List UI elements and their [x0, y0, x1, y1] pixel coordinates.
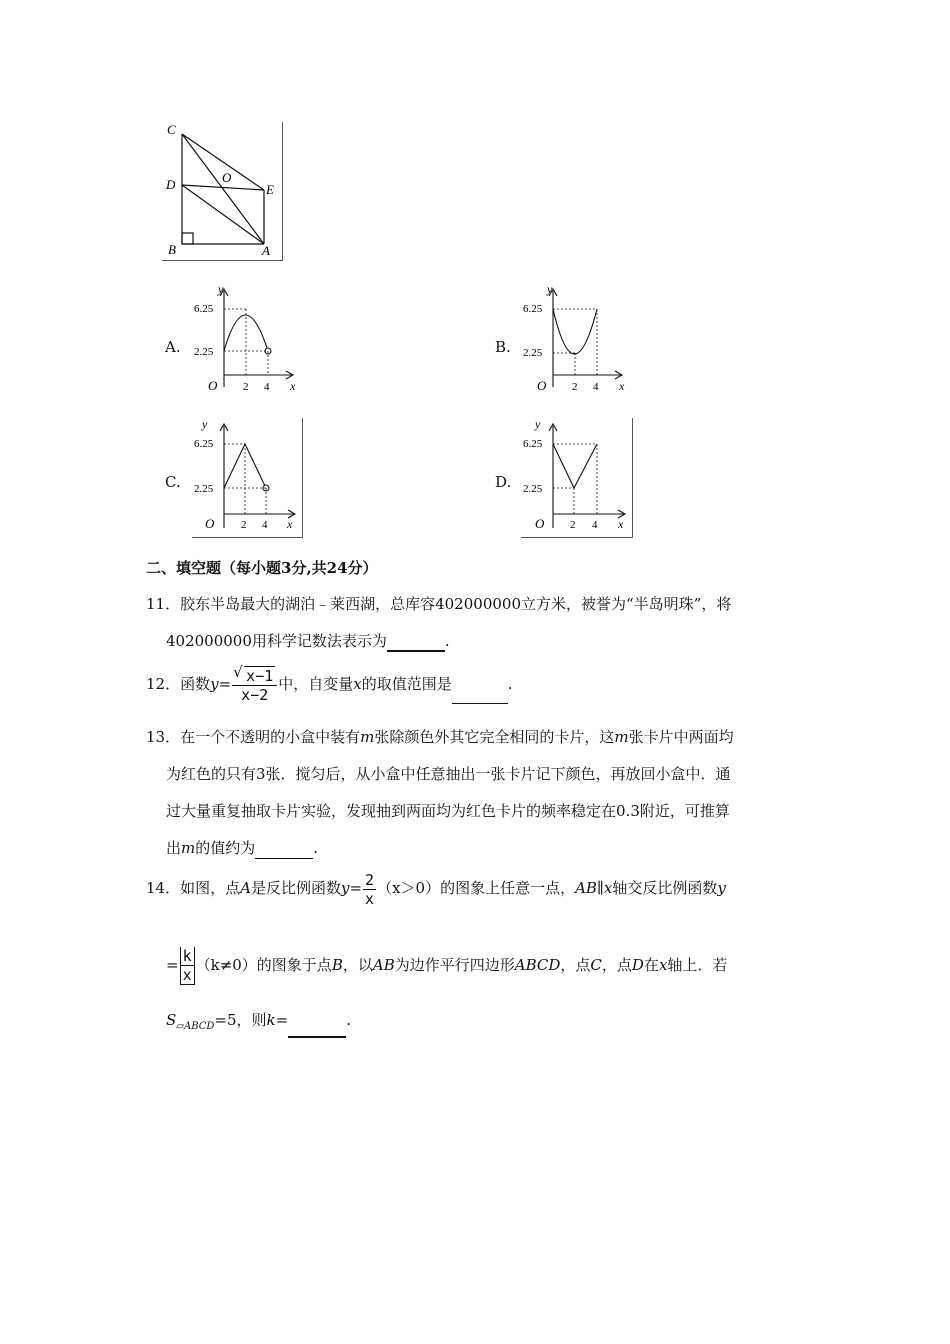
q14-point-b: B: [331, 956, 343, 974]
q13-number: 13．: [146, 728, 181, 746]
geometry-figure: [162, 122, 283, 261]
q14-s: S: [166, 1011, 177, 1029]
q12-pre: 函数: [180, 675, 211, 693]
origin-label: O: [208, 378, 218, 393]
q14-fraction1: [363, 871, 376, 908]
q14-eq: =: [349, 879, 363, 897]
q11-line1: [146, 593, 731, 615]
q14-cond1: （x＞0）的图象上任意一点，: [377, 879, 576, 897]
q14-k: k: [266, 1011, 276, 1029]
tick-4: 4: [262, 519, 268, 531]
tick-2: 2: [572, 381, 578, 393]
tick-2: 2: [243, 381, 249, 393]
option-d-frame: [521, 418, 633, 538]
q13-m2: m: [614, 728, 629, 746]
q14-text2c: ，点: [560, 956, 591, 974]
q13-m: m: [360, 728, 375, 746]
q14-text2f: 轴上．若: [667, 956, 728, 974]
q14-point-a: A: [240, 879, 251, 897]
q14-line1: [146, 868, 726, 908]
q14-cond2: （k≠0）的图象于点: [195, 956, 332, 974]
q14-x2: x: [658, 956, 668, 974]
q14-eq2: =: [166, 956, 179, 974]
q14-end: .: [346, 1011, 351, 1029]
q14-text3b: =: [275, 1011, 289, 1029]
x-axis-label: x: [619, 379, 625, 393]
tick-4: 4: [592, 519, 598, 531]
q14-number: 14．: [146, 879, 181, 897]
q12-end: .: [507, 675, 513, 693]
q13-text1b: 张除颜色外其它完全相同的卡片，这: [374, 728, 615, 746]
tick-2-25: 2.25: [523, 347, 543, 359]
q13-m3: m: [181, 839, 196, 857]
q11-line2: [166, 630, 450, 652]
q14-ab: AB: [575, 879, 597, 897]
tick-2: 2: [570, 519, 576, 531]
x-axis-label: x: [290, 379, 296, 393]
q14-text1b: 是反比例函数: [250, 879, 341, 897]
tick-2-25: 2.25: [523, 483, 543, 495]
q14-y: y: [340, 879, 350, 897]
y-axis-label: y: [218, 283, 224, 296]
option-b-label: B.: [495, 338, 511, 356]
q12-x: x: [353, 675, 362, 693]
q13-text4b: 的值约为: [195, 839, 256, 857]
x-axis-label: x: [618, 517, 624, 531]
q12-answer-blank[interactable]: [452, 677, 508, 704]
tick-2-25: 2.25: [194, 346, 214, 358]
option-d-graph: [521, 418, 632, 537]
q12-eq: =: [218, 675, 232, 693]
q14-text2e: 在: [643, 956, 659, 974]
origin-label: O: [535, 516, 545, 531]
option-c-frame: [192, 418, 303, 538]
q13-text1c: 张卡片中两面均: [628, 728, 734, 746]
q13-line4: [166, 837, 318, 859]
label-o: O: [222, 170, 232, 185]
section-title: 二、填空题（每小题3分,共24分）: [146, 559, 378, 577]
q14-frac2-num: k: [182, 947, 192, 965]
origin-label: O: [205, 516, 215, 531]
tick-6-25: 6.25: [194, 438, 214, 450]
q14-parallel: ∥: [596, 879, 604, 897]
q13-end: .: [313, 839, 319, 857]
q14-y2: y: [717, 879, 726, 897]
label-b: B: [168, 242, 176, 257]
q12-sqrt: √ x−1: [244, 666, 275, 685]
q14-frac1-num: 2: [365, 870, 375, 889]
q14-abcd: ABCD: [514, 956, 561, 974]
tick-6-25: 6.25: [523, 303, 543, 315]
q13-line1: [146, 726, 734, 748]
y-axis-label: y: [535, 418, 541, 431]
q13-answer-blank[interactable]: [255, 842, 313, 859]
q14-answer-blank[interactable]: [288, 1020, 346, 1038]
x-axis-label: x: [287, 517, 293, 531]
option-a-graph: [192, 283, 307, 398]
tick-4: 4: [593, 381, 599, 393]
q14-text2d: ，点: [601, 956, 632, 974]
q11-text2: 402000000用科学记数法表示为: [166, 632, 387, 650]
q12-number: 12．: [146, 675, 181, 693]
q14-line3: [166, 1009, 351, 1038]
q12-denominator: x−2: [241, 686, 269, 704]
q13-text1a: 在一个不透明的小盒中装有: [180, 728, 361, 746]
y-axis-label: y: [202, 418, 208, 431]
q14-text2a: ，以: [342, 956, 373, 974]
tick-2-25: 2.25: [194, 483, 214, 495]
q14-text1c: 轴交反比例函数: [612, 879, 718, 897]
q14-ab2: AB: [372, 956, 395, 974]
y-axis-label: y: [547, 283, 553, 296]
origin-label: O: [537, 378, 547, 393]
tick-6-25: 6.25: [194, 303, 214, 315]
q14-frac2-den: x: [182, 966, 192, 984]
option-d-label: D.: [495, 473, 512, 491]
q11-answer-blank[interactable]: [387, 634, 445, 652]
q11-end: .: [444, 632, 450, 650]
q14-frac1-den: x: [365, 889, 375, 908]
q12-post: 的取值范围是: [361, 675, 452, 693]
option-b-graph: [521, 283, 636, 398]
q14-text1a: 如图，点: [180, 879, 241, 897]
q12-line: [146, 664, 513, 704]
geometry-diagram: [162, 122, 282, 260]
q13-line3: 过大量重复抽取卡片实验，发现抽到两面均为红色卡片的频率稳定在0.3附近，可推算: [166, 802, 730, 820]
q14-line2: [166, 945, 727, 985]
q12-mid: 中，自变量: [278, 675, 354, 693]
label-e: E: [266, 182, 274, 197]
q12-fraction: [232, 666, 277, 704]
q11-number: 11．: [146, 595, 181, 613]
tick-6-25: 6.25: [523, 438, 543, 450]
q13-text4a: 出: [166, 839, 182, 857]
tick-4: 4: [264, 381, 270, 393]
q14-x: x: [603, 879, 613, 897]
option-a-label: A.: [165, 338, 181, 356]
q14-s-subscript: ▱ABCD: [176, 1021, 215, 1032]
q14-text2b: 为边作平行四边形: [394, 956, 515, 974]
q14-fraction2: [180, 947, 195, 985]
q13-line2: 为红色的只有3张．搅匀后，从小盒中任意抽出一张卡片记下颜色，再放回小盒中．通: [166, 765, 731, 783]
q12-y: y: [210, 675, 219, 693]
q11-text1: 胶东半岛最大的湖泊﹣莱西湖，总库容402000000立方米，被誉为“半岛明珠”，将: [180, 595, 732, 613]
label-d: D: [166, 177, 176, 192]
q14-text3a: =5，则: [214, 1011, 267, 1029]
q14-point-d: D: [631, 956, 644, 974]
label-c: C: [167, 122, 176, 137]
q14-point-c: C: [590, 956, 602, 974]
option-c-label: C.: [165, 473, 181, 491]
option-c-graph: [192, 418, 302, 537]
label-a: A: [262, 243, 270, 258]
tick-2: 2: [241, 519, 247, 531]
